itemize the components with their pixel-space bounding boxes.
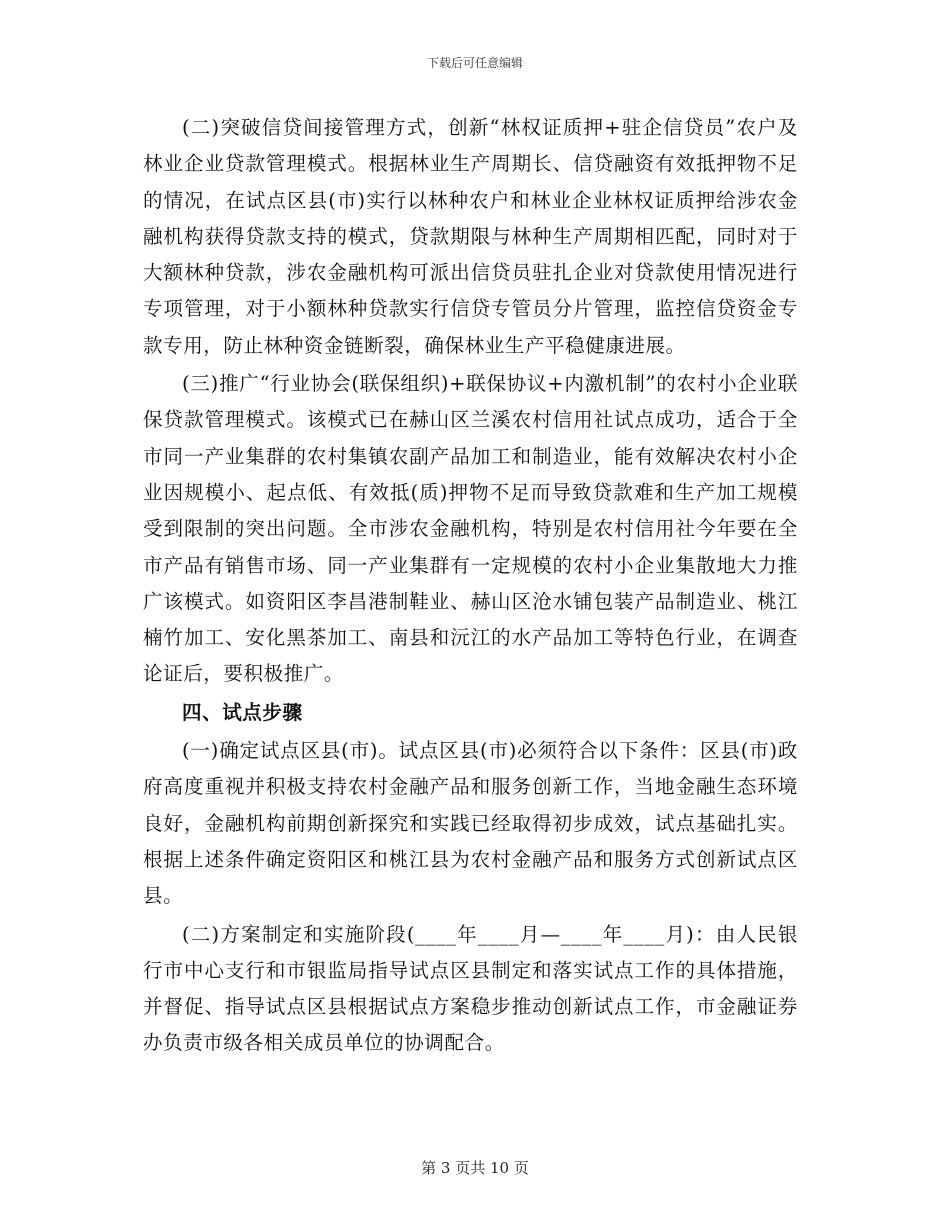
- paragraph-joint-guarantee: (三)推广“行业协会(联保组织)+联保协议+内激机制”的农村小企业联保贷款管理模式。该模式已在赫山区兰溪农村信用社试点成功，适合于全市同一产业集群的农村集镇农副产品加工和制造业，能有效解决农村小企业因规模小、起点低、有效抵(质)押物不足而导致贷款难和生产加工规模受到限制的突出问题。全市涉农金融机构，特别是农村信用社今年要在全市产品有销售市场、同一产业集群有一定规模的农村小企业集散地大力推广该模式。如资阳区李昌港制鞋业、赫山区沧水铺包装产品制造业、桃江楠竹加工、安化黑茶加工、南县和沅江的水产品加工等特色行业，在调查论证后，要积极推广。: [143, 372, 798, 686]
- page-header: 下载后可任意编辑: [426, 56, 523, 70]
- document-body: [143, 110, 798, 1064]
- paragraph-forestry-loan: (二)突破信贷间接管理方式，创新“林权证质押+驻企信贷员”农户及林业企业贷款管理模式。根据林业生产周期长、信贷融资有效抵押物不足的情况，在试点区县(市)实行以林种农户和林业企业林权证质押给涉农金融机构获得贷款支持的模式，贷款期限与林种生产周期相匹配，同时对于大额林种贷款，涉农金融机构可派出信贷员驻扎企业对贷款使用情况进行专项管理，对于小额林种贷款实行信贷专管员分片管理，监控信贷资金专款专用，防止林种资金链断裂，确保林业生产平稳健康进展。: [143, 116, 798, 357]
- paragraph-pilot-selection: (一)确定试点区县(市)。试点区县(市)必须符合以下条件：区县(市)政府高度重视并积极支持农村金融产品和服务创新工作，当地金融生态环境良好，金融机构前期创新探究和实践已经取得初步成效，试点基础扎实。根据上述条件确定资阳区和桃江县为农村金融产品和服务方式创新试点区县。: [143, 739, 798, 908]
- page-footer: 第 3 页共 10 页: [421, 1159, 529, 1177]
- section-heading-pilot-steps: 四、试点步骤: [182, 700, 303, 724]
- paragraph-implementation: (二)方案制定和实施阶段(____年____月—____年____月)：由人民银行市中心支行和市银监局指导试点区县制定和落实试点工作的具体措施，并督促、指导试点区县根据试点方案稳步推动创新试点工作，市金融证券办负责市级各相关成员单位的协调配合。: [143, 922, 798, 1055]
